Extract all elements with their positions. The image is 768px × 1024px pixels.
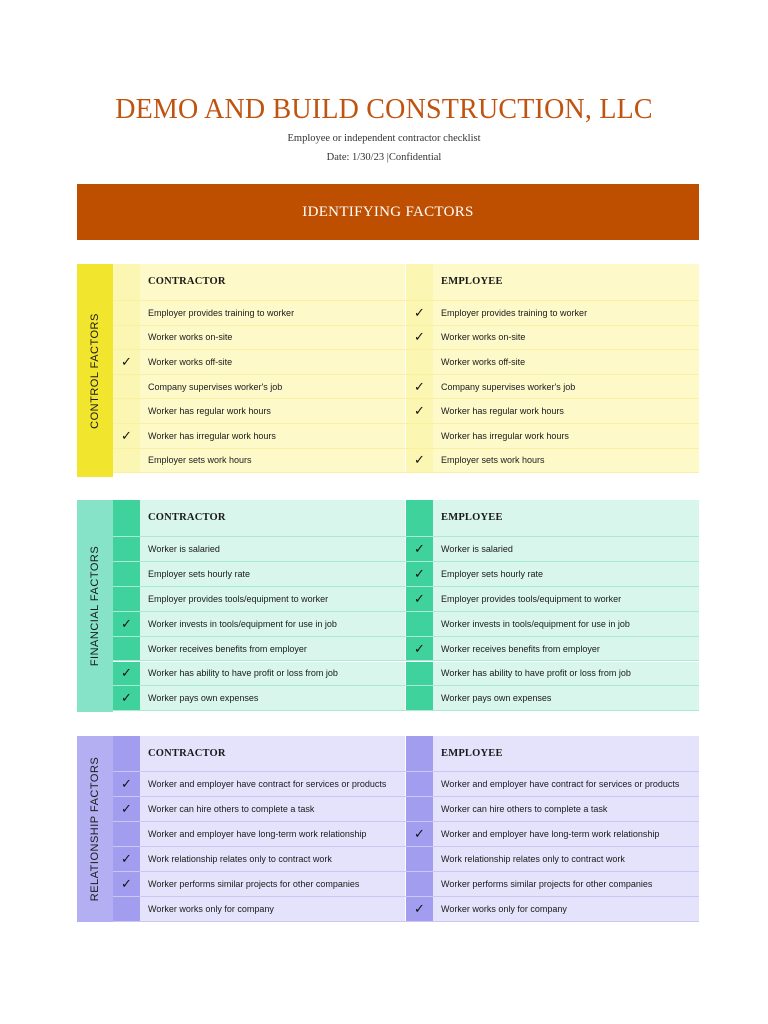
- employee-factor: Worker and employer have contract for services or products: [433, 772, 699, 796]
- contractor-check-cell[interactable]: [113, 772, 140, 796]
- employee-check-cell[interactable]: [406, 772, 433, 796]
- checkmark-icon: ✓: [414, 304, 425, 320]
- employee-factor: Company supervises worker's job: [433, 375, 699, 399]
- contractor-check-cell[interactable]: [113, 350, 140, 374]
- contractor-factor: Work relationship relates only to contract work: [140, 847, 406, 871]
- factor-row: [113, 612, 699, 637]
- contractor-check-cell[interactable]: [113, 326, 140, 350]
- factor-row: [113, 637, 699, 662]
- employee-check-cell[interactable]: [406, 897, 433, 921]
- contractor-check-cell[interactable]: [113, 637, 140, 661]
- factor-row: [113, 375, 699, 400]
- factor-row: [113, 797, 699, 822]
- employee-factor: Employer provides tools/equipment to worker: [433, 587, 699, 611]
- employee-factor: Worker has ability to have profit or loss from job: [433, 662, 699, 686]
- employee-factor: Worker works on-site: [433, 326, 699, 350]
- factor-row: [113, 399, 699, 424]
- employee-factor: Worker receives benefits from employer: [433, 637, 699, 661]
- contractor-factor: Worker and employer have long-term work relationship: [140, 822, 406, 846]
- employee-factor: Worker performs similar projects for other companies: [433, 872, 699, 896]
- checkmark-icon: ✓: [414, 901, 425, 916]
- check-column-header: [113, 736, 140, 771]
- factor-row: [113, 301, 699, 326]
- factor-row: [113, 350, 699, 375]
- checkmark-icon: ✓: [121, 776, 132, 791]
- section-label-text: FINANCIAL FACTORS: [89, 545, 102, 667]
- factor-row: [113, 686, 699, 711]
- contractor-check-cell[interactable]: [113, 399, 140, 423]
- control-factors-section: [77, 264, 699, 477]
- employee-check-cell[interactable]: [406, 399, 433, 423]
- contractor-factor: Employer sets work hours: [140, 449, 406, 473]
- factor-row: [113, 587, 699, 612]
- employee-factor: Employer provides training to worker: [433, 301, 699, 325]
- contractor-check-cell[interactable]: [113, 897, 140, 921]
- employee-check-cell[interactable]: [406, 686, 433, 710]
- contractor-check-cell[interactable]: [113, 612, 140, 636]
- employee-factor: Worker has regular work hours: [433, 399, 699, 423]
- contractor-factor: Employer provides tools/equipment to worker: [140, 587, 406, 611]
- contractor-factor: Employer sets hourly rate: [140, 562, 406, 586]
- section-label: [77, 500, 113, 712]
- contractor-factor: Worker and employer have contract for services or products: [140, 772, 406, 796]
- contractor-check-cell[interactable]: [113, 537, 140, 561]
- employee-check-cell[interactable]: [406, 847, 433, 871]
- employee-check-cell[interactable]: [406, 587, 433, 611]
- employee-check-cell[interactable]: [406, 350, 433, 374]
- identifying-factors-banner: [77, 184, 699, 240]
- checkmark-icon: ✓: [414, 826, 425, 841]
- contractor-factor: Worker receives benefits from employer: [140, 637, 406, 661]
- document-subtitle: Employee or independent contractor checklist: [287, 133, 481, 144]
- employee-check-cell[interactable]: [406, 822, 433, 846]
- employee-column-header: EMPLOYEE: [433, 264, 699, 300]
- contractor-check-cell[interactable]: [113, 797, 140, 821]
- factor-row: [113, 537, 699, 562]
- banner-label: IDENTIFYING FACTORS: [302, 203, 474, 220]
- check-column-header: [406, 736, 433, 771]
- employee-check-cell[interactable]: [406, 562, 433, 586]
- factor-row: [113, 872, 699, 897]
- employee-factor: Worker and employer have long-term work relationship: [433, 822, 699, 846]
- contractor-check-cell[interactable]: [113, 587, 140, 611]
- contractor-factor: Worker invests in tools/equipment for use in job: [140, 612, 406, 636]
- factor-row: [113, 772, 699, 797]
- contractor-column-header: CONTRACTOR: [140, 736, 406, 771]
- contractor-factor: Worker can hire others to complete a task: [140, 797, 406, 821]
- financial-factors-section: [77, 500, 699, 712]
- column-header-row: [113, 736, 699, 772]
- factor-row: [113, 562, 699, 587]
- factor-row: [113, 847, 699, 872]
- contractor-factor: Worker has regular work hours: [140, 399, 406, 423]
- contractor-column-header: CONTRACTOR: [140, 264, 406, 300]
- employee-check-cell[interactable]: [406, 424, 433, 448]
- employee-factor: Worker invests in tools/equipment for use in job: [433, 612, 699, 636]
- contractor-factor: Company supervises worker's job: [140, 375, 406, 399]
- checkmark-icon: ✓: [414, 590, 425, 606]
- column-header-row: [113, 264, 699, 301]
- employee-factor: Worker can hire others to complete a task: [433, 797, 699, 821]
- checkmark-icon: ✓: [121, 851, 132, 866]
- employee-factor: Work relationship relates only to contract work: [433, 847, 699, 871]
- checkmark-icon: ✓: [414, 329, 425, 345]
- section-label: [77, 264, 113, 477]
- contractor-factor: Worker has irregular work hours: [140, 424, 406, 448]
- contractor-check-cell[interactable]: [113, 822, 140, 846]
- employee-check-cell[interactable]: [406, 637, 433, 661]
- checkmark-icon: ✓: [121, 427, 132, 443]
- checkmark-icon: ✓: [121, 665, 132, 681]
- section-label: [77, 736, 113, 922]
- section-label-text: CONTROL FACTORS: [89, 312, 101, 429]
- factor-row: [113, 424, 699, 449]
- contractor-factor: Worker pays own expenses: [140, 686, 406, 710]
- check-column-header: [406, 500, 433, 536]
- checkmark-icon: ✓: [414, 403, 425, 419]
- relationship-factors-section: [77, 736, 699, 922]
- factor-row: [113, 662, 699, 687]
- contractor-check-cell[interactable]: [113, 375, 140, 399]
- employee-check-cell[interactable]: [406, 537, 433, 561]
- checkmark-icon: ✓: [414, 378, 425, 394]
- employee-check-cell[interactable]: [406, 375, 433, 399]
- factor-row: [113, 897, 699, 922]
- checkmark-icon: ✓: [414, 640, 425, 656]
- contractor-factor: Worker is salaried: [140, 537, 406, 561]
- employee-check-cell[interactable]: [406, 301, 433, 325]
- employee-factor: Employer sets hourly rate: [433, 562, 699, 586]
- contractor-factor: Worker works off-site: [140, 350, 406, 374]
- employee-factor: Worker is salaried: [433, 537, 699, 561]
- factor-row: [113, 449, 699, 474]
- checkmark-icon: ✓: [121, 353, 132, 369]
- contractor-factor: Worker works only for company: [140, 897, 406, 921]
- check-column-header: [113, 264, 140, 300]
- column-header-row: [113, 500, 699, 537]
- checkmark-icon: ✓: [414, 540, 425, 556]
- contractor-column-header: CONTRACTOR: [140, 500, 406, 536]
- checkmark-icon: ✓: [414, 452, 425, 468]
- employee-check-cell[interactable]: [406, 662, 433, 686]
- employee-factor: Worker works off-site: [433, 350, 699, 374]
- employee-factor: Worker has irregular work hours: [433, 424, 699, 448]
- contractor-factor: Worker has ability to have profit or loss from job: [140, 662, 406, 686]
- contractor-check-cell[interactable]: [113, 449, 140, 473]
- contractor-check-cell[interactable]: [113, 847, 140, 871]
- document-date: Date: 1/30/23 |Confidential: [326, 152, 442, 163]
- employee-factor: Employer sets work hours: [433, 449, 699, 473]
- contractor-check-cell[interactable]: [113, 872, 140, 896]
- factor-row: [113, 822, 699, 847]
- checkmark-icon: ✓: [121, 876, 132, 891]
- checkmark-icon: ✓: [121, 801, 132, 816]
- company-title: DEMO AND BUILD CONSTRUCTION, LLC: [115, 94, 653, 125]
- employee-column-header: EMPLOYEE: [433, 500, 699, 536]
- contractor-factor: Worker performs similar projects for other companies: [140, 872, 406, 896]
- check-column-header: [113, 500, 140, 536]
- employee-column-header: EMPLOYEE: [433, 736, 699, 771]
- employee-factor: Worker works only for company: [433, 897, 699, 921]
- checkmark-icon: ✓: [121, 690, 132, 706]
- employee-check-cell[interactable]: [406, 797, 433, 821]
- section-label-text: RELATIONSHIP FACTORS: [89, 756, 102, 902]
- checkmark-icon: ✓: [121, 615, 132, 631]
- contractor-check-cell[interactable]: [113, 662, 140, 686]
- contractor-factor: Worker works on-site: [140, 326, 406, 350]
- contractor-factor: Employer provides training to worker: [140, 301, 406, 325]
- contractor-check-cell[interactable]: [113, 424, 140, 448]
- employee-check-cell[interactable]: [406, 449, 433, 473]
- factor-row: [113, 326, 699, 351]
- checkmark-icon: ✓: [414, 565, 425, 581]
- contractor-check-cell[interactable]: [113, 301, 140, 325]
- employee-check-cell[interactable]: [406, 612, 433, 636]
- contractor-check-cell[interactable]: [113, 562, 140, 586]
- employee-check-cell[interactable]: [406, 872, 433, 896]
- contractor-check-cell[interactable]: [113, 686, 140, 710]
- check-column-header: [406, 264, 433, 300]
- employee-check-cell[interactable]: [406, 326, 433, 350]
- employee-factor: Worker pays own expenses: [433, 686, 699, 710]
